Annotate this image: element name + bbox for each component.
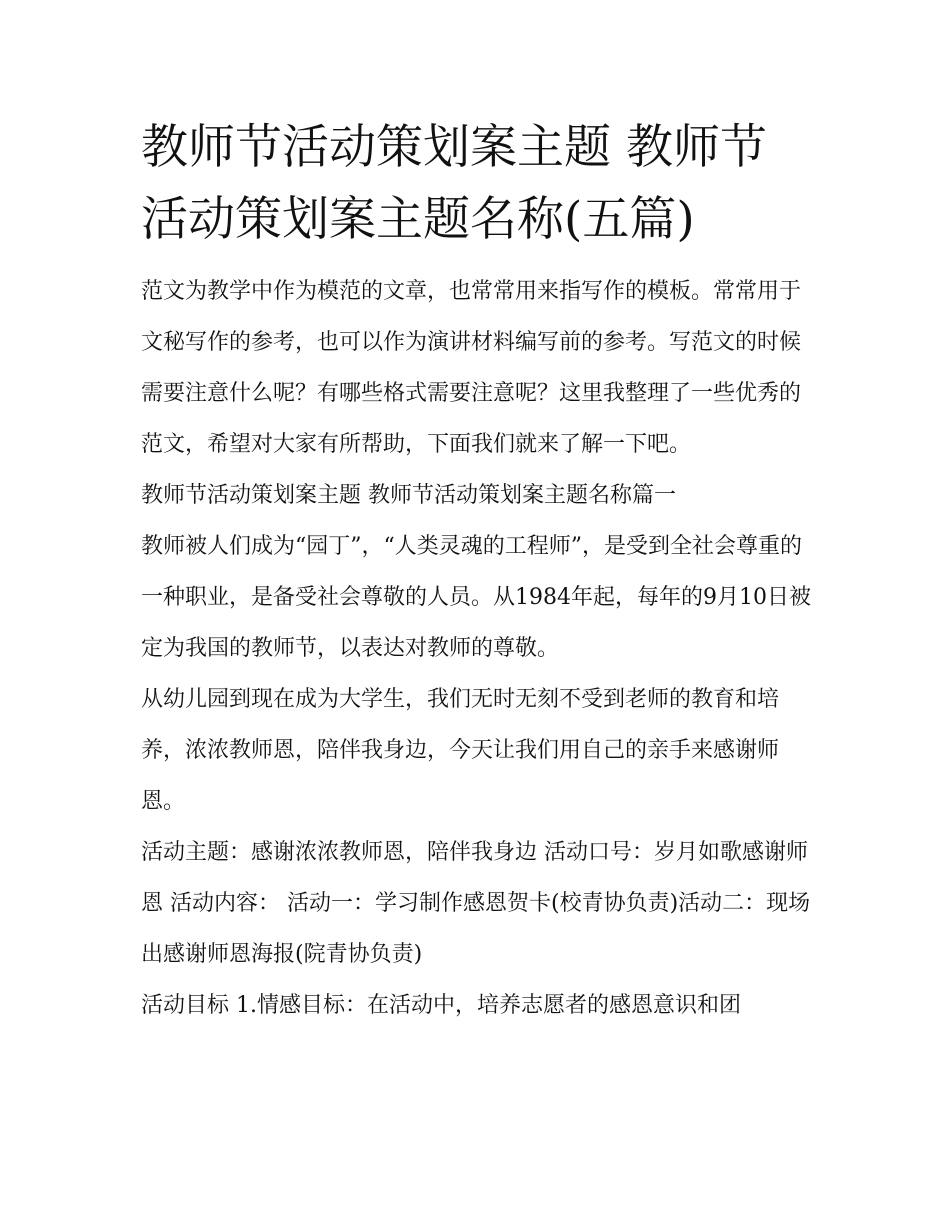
- document-content: [141, 112, 813, 1031]
- section-heading: 教师节活动策划案主题 教师节活动策划案主题名称篇一: [141, 483, 676, 508]
- activity-paragraph: 活动主题：感谢浓浓教师恩，陪伴我身边 活动口号：岁月如歌感谢师恩 活动内容： 活动一：学习制作感恩贺卡(校青协负责)活动二：现场出感谢师恩海报(院青协负责): [141, 840, 811, 967]
- body-paragraph: 教师被人们成为“园丁”，“人类灵魂的工程师”，是受到全社会尊重的一种职业，是备受社会尊敬的人员。从1984年起，每年的9月10日被定为我国的教师节，以表达对教师的尊敬。: [141, 534, 811, 661]
- goal-paragraph: 活动目标 1.情感目标：在活动中，培养志愿者的感恩意识和团: [141, 993, 741, 1018]
- intro-paragraph: 范文为教学中作为模范的文章，也常常用来指写作的模板。常常用于文秘写作的参考，也可以作为演讲材料编写前的参考。写范文的时候需要注意什么呢？有哪些格式需要注意呢？这里我整理了一些优秀的范文，希望对大家有所帮助，下面我们就来了解一下吧。: [141, 279, 802, 457]
- body-paragraph: 从幼儿园到现在成为大学生，我们无时无刻不受到老师的教育和培养，浓浓教师恩，陪伴我身边，今天让我们用自己的亲手来感谢师恩。: [141, 687, 780, 814]
- document-body: [141, 266, 813, 1031]
- document-title: 教师节活动策划案主题 教师节活动策划案主题名称(五篇): [141, 120, 767, 247]
